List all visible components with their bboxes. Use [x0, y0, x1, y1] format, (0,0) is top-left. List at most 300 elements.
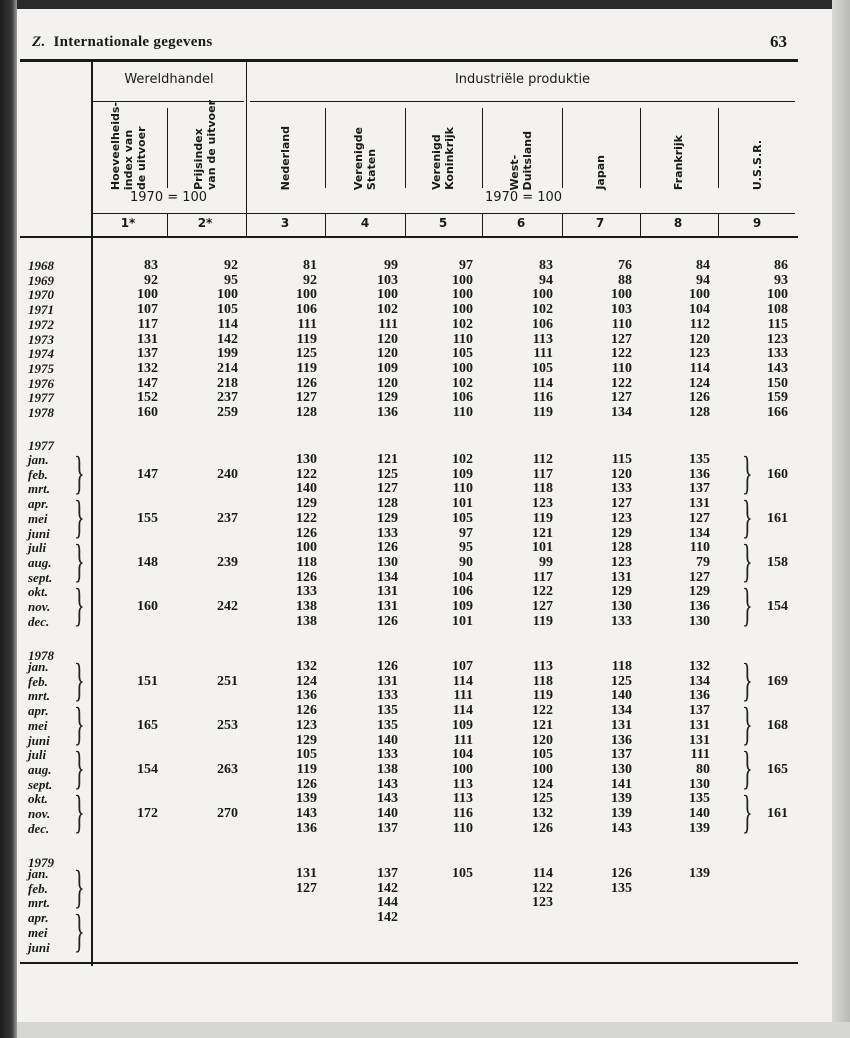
table-cell: 86 [774, 258, 788, 273]
row-label-year: 1973 [28, 331, 54, 347]
table-cell: 165 [767, 761, 788, 777]
table-cell: 143 [296, 806, 317, 821]
table-cell: 121 [377, 452, 398, 467]
row-label-year: 1972 [28, 316, 54, 332]
table-cell: 105 [296, 747, 317, 763]
table-cell: 137 [689, 481, 710, 497]
column-number: 1* [120, 216, 136, 230]
table-cell: 133 [296, 584, 317, 600]
table-cell: 111 [690, 747, 710, 763]
table-cell: 120 [532, 732, 553, 748]
table-cell: 122 [296, 466, 317, 482]
table-cell: 94 [696, 272, 710, 288]
table-cell: 137 [689, 703, 710, 719]
table-cell: 100 [767, 287, 788, 303]
table-cell: 143 [611, 820, 632, 836]
table-cell: 114 [532, 866, 553, 881]
table-cell: 166 [767, 405, 788, 420]
base-label-industry: 1970 = 100 [485, 190, 563, 205]
row-label-month: jan. [28, 452, 49, 467]
table-cell: 160 [767, 466, 788, 482]
block-year-label: 1978 [28, 648, 54, 663]
table-cell: 123 [689, 346, 710, 362]
row-label-month: juli [28, 747, 47, 763]
table-cell: 100 [452, 272, 473, 288]
table-cell: 131 [377, 673, 398, 689]
table-cell: 126 [296, 525, 317, 541]
column-header: Nederland [278, 125, 292, 190]
table-cell: 144 [377, 895, 398, 911]
scan-edge-left [0, 0, 17, 1038]
table-cell: 124 [689, 375, 710, 391]
column-header: Hoeveelheids- index van de uitvoer [108, 101, 148, 190]
page-number: 63 [770, 32, 787, 51]
table-cell: 102 [452, 452, 473, 467]
table-cell: 131 [689, 717, 710, 733]
table-cell: 135 [377, 703, 398, 719]
row-label-month: dec. [28, 820, 50, 836]
table-cell: 105 [532, 747, 553, 763]
table-cell: 119 [532, 510, 553, 526]
table-cell: 111 [533, 346, 553, 362]
table-cell: 135 [377, 717, 398, 733]
table-cell: 127 [611, 331, 632, 347]
table-cell: 168 [767, 717, 788, 733]
table-cell: 120 [611, 466, 632, 482]
table-cell: 155 [137, 510, 158, 526]
table-cell: 120 [377, 331, 398, 347]
row-label-month: feb. [28, 466, 48, 482]
table-cell: 160 [137, 599, 158, 614]
row-label-year: 1976 [28, 375, 54, 391]
quarter-brace-icon: } [742, 741, 753, 795]
table-cell: 100 [532, 761, 553, 777]
row-label-month: aug. [28, 761, 52, 777]
table-cell: 100 [611, 287, 632, 303]
table-cell: 126 [377, 613, 398, 629]
table-cell: 119 [296, 331, 317, 347]
row-label-month: apr. [28, 703, 49, 719]
table-cell: 120 [689, 331, 710, 347]
table-cell: 106 [296, 302, 317, 318]
table-cell: 131 [377, 584, 398, 600]
column-header: Japan [593, 155, 607, 190]
table-cell: 97 [459, 258, 473, 273]
table-cell: 139 [611, 806, 632, 821]
group-header-industry: Industriële produktie [454, 72, 591, 87]
row-label-month: mei [28, 924, 48, 940]
table-cell: 83 [144, 258, 158, 273]
quarter-brace-icon: } [74, 490, 85, 544]
row-label-month: sept. [28, 569, 53, 585]
table-cell: 127 [611, 496, 632, 512]
table-cell: 116 [532, 390, 553, 406]
quarter-brace-icon: } [74, 534, 85, 588]
quarter-brace-icon: } [74, 653, 85, 707]
table-cell: 251 [217, 673, 238, 689]
table-cell: 128 [689, 405, 710, 420]
table-cell: 263 [217, 761, 238, 777]
table-cell: 154 [767, 599, 788, 614]
table-cell: 110 [452, 331, 473, 347]
table-cell: 137 [377, 820, 398, 836]
column-divider [325, 108, 326, 188]
table-cell: 172 [137, 806, 158, 821]
table-cell: 80 [696, 761, 710, 777]
table-cell: 102 [452, 316, 473, 332]
table-cell: 143 [377, 776, 398, 792]
row-label-month: mei [28, 510, 48, 526]
row-label-month: feb. [28, 673, 48, 689]
table-cell: 169 [767, 673, 788, 689]
subheader-rule-industry [250, 101, 795, 102]
table-cell: 140 [377, 806, 398, 821]
table-cell: 134 [611, 405, 632, 420]
table-cell: 113 [452, 776, 473, 792]
table-cell: 81 [303, 258, 317, 273]
row-label-month: juni [28, 525, 50, 541]
table-cell: 130 [689, 776, 710, 792]
table-cell: 118 [296, 554, 317, 570]
column-header: Verenigde Staten [352, 126, 378, 190]
row-label-year: 1971 [28, 302, 54, 318]
table-cell: 118 [532, 673, 553, 689]
table-cell: 100 [296, 540, 317, 556]
table-cell: 116 [452, 806, 473, 821]
table-cell: 118 [611, 659, 632, 674]
row-label-month: feb. [28, 880, 48, 896]
table-cell: 106 [532, 316, 553, 332]
table-cell: 147 [137, 466, 158, 482]
table-cell: 104 [452, 569, 473, 585]
column-header: West- Duitsland [508, 130, 534, 190]
table-cell: 129 [296, 496, 317, 512]
table-cell: 128 [296, 405, 317, 420]
table-cell: 76 [618, 258, 632, 273]
table-cell: 139 [689, 820, 710, 836]
row-label-month: apr. [28, 496, 49, 512]
table-cell: 105 [452, 866, 473, 881]
table-cell: 119 [532, 613, 553, 629]
table-cell: 124 [532, 776, 553, 792]
quarter-brace-icon: } [742, 534, 753, 588]
header-bottom-rule [20, 236, 798, 238]
column-number: 5 [438, 216, 448, 230]
table-cell: 111 [453, 688, 473, 704]
column-number-divider [167, 214, 168, 236]
table-cell: 101 [532, 540, 553, 556]
column-number: 4 [360, 216, 370, 230]
table-cell: 114 [217, 316, 238, 332]
section-number: Z. [32, 34, 46, 50]
row-label-month: mrt. [28, 688, 51, 704]
table-cell: 110 [611, 316, 632, 332]
table-cell: 100 [217, 287, 238, 303]
table-cell: 133 [377, 747, 398, 763]
table-cell: 140 [611, 688, 632, 704]
table-cell: 119 [532, 405, 553, 420]
table-cell: 113 [532, 659, 553, 674]
scan-edge-bottom [17, 1022, 850, 1038]
table-cell: 119 [532, 688, 553, 704]
table-cell: 97 [459, 525, 473, 541]
table-cell: 138 [296, 599, 317, 614]
table-cell: 117 [137, 316, 158, 332]
table-cell: 237 [217, 390, 238, 406]
table-cell: 107 [452, 659, 473, 674]
table-cell: 128 [377, 496, 398, 512]
table-cell: 137 [377, 866, 398, 881]
column-divider [167, 108, 168, 188]
column-divider [718, 108, 719, 188]
scan-edge-right [832, 0, 850, 1038]
table-cell: 134 [689, 673, 710, 689]
table-cell: 123 [296, 717, 317, 733]
table-cell: 111 [453, 732, 473, 748]
table-cell: 129 [689, 584, 710, 600]
stub-divider [91, 62, 93, 966]
row-label-month: sept. [28, 776, 53, 792]
column-number: 3 [280, 216, 290, 230]
section-title: Internationale gegevens [53, 34, 213, 50]
table-cell: 123 [611, 510, 632, 526]
table-cell: 140 [296, 481, 317, 497]
table-cell: 118 [532, 481, 553, 497]
table-cell: 90 [459, 554, 473, 570]
table-cell: 125 [377, 466, 398, 482]
table-cell: 126 [296, 375, 317, 391]
table-cell: 133 [377, 688, 398, 704]
table-cell: 154 [137, 761, 158, 777]
quarter-brace-icon: } [74, 578, 85, 632]
group-divider [246, 62, 247, 237]
table-cell: 109 [452, 717, 473, 733]
table-cell: 127 [296, 390, 317, 406]
row-label-month: apr. [28, 910, 49, 926]
table-cell: 140 [689, 806, 710, 821]
table-cell: 133 [767, 346, 788, 362]
table-cell: 141 [611, 776, 632, 792]
quarter-brace-icon: } [74, 446, 85, 500]
table-cell: 129 [611, 525, 632, 541]
table-cell: 123 [767, 331, 788, 347]
quarter-brace-icon: } [742, 653, 753, 707]
table-cell: 133 [611, 613, 632, 629]
column-header: Frankrijk [671, 134, 685, 190]
column-number: 6 [516, 216, 526, 230]
table-cell: 107 [137, 302, 158, 318]
quarter-brace-icon: } [74, 785, 85, 839]
table-cell: 130 [377, 554, 398, 570]
table-cell: 122 [611, 375, 632, 391]
table-cell: 143 [767, 360, 788, 376]
table-cell: 100 [452, 761, 473, 777]
table-cell: 88 [618, 272, 632, 288]
table-cell: 126 [611, 866, 632, 881]
column-divider [482, 108, 483, 188]
table-cell: 132 [689, 659, 710, 674]
table-cell: 102 [377, 302, 398, 318]
table-cell: 92 [144, 272, 158, 288]
quarter-brace-icon: } [742, 697, 753, 751]
table-cell: 131 [296, 866, 317, 881]
table-cell: 128 [611, 540, 632, 556]
table-cell: 133 [611, 481, 632, 497]
table-cell: 136 [296, 820, 317, 836]
quarter-brace-icon: } [74, 860, 85, 914]
table-cell: 100 [452, 287, 473, 303]
table-cell: 140 [377, 732, 398, 748]
table-cell: 115 [767, 316, 788, 332]
quarter-brace-icon: } [742, 578, 753, 632]
column-number-divider [718, 214, 719, 236]
scan-edge-top [0, 0, 850, 9]
table-cell: 99 [384, 258, 398, 273]
table-cell: 253 [217, 717, 238, 733]
table-cell: 147 [137, 375, 158, 391]
table-cell: 129 [377, 390, 398, 406]
table-cell: 131 [137, 331, 158, 347]
table-cell: 126 [296, 569, 317, 585]
row-label-month: mrt. [28, 895, 51, 911]
table-cell: 112 [532, 452, 553, 467]
table-cell: 199 [217, 346, 238, 362]
table-cell: 135 [689, 452, 710, 467]
table-cell: 119 [296, 360, 317, 376]
table-cell: 130 [611, 599, 632, 614]
table-cell: 127 [296, 880, 317, 896]
table-cell: 122 [611, 346, 632, 362]
table-cell: 105 [217, 302, 238, 318]
table-cell: 130 [611, 761, 632, 777]
table-cell: 106 [452, 390, 473, 406]
page-title [32, 34, 212, 51]
quarter-brace-icon: } [74, 904, 85, 958]
table-cell: 142 [377, 880, 398, 896]
table-cell: 126 [532, 820, 553, 836]
table-cell: 142 [217, 331, 238, 347]
table-cell: 111 [297, 316, 317, 332]
row-label-year: 1970 [28, 287, 54, 303]
table-cell: 105 [452, 346, 473, 362]
table-cell: 122 [532, 880, 553, 896]
table-cell: 152 [137, 390, 158, 406]
table-cell: 122 [296, 510, 317, 526]
table-cell: 123 [532, 895, 553, 911]
table-cell: 95 [459, 540, 473, 556]
table-cell: 132 [137, 360, 158, 376]
table-cell: 134 [611, 703, 632, 719]
column-header: Verenigd Koninkrijk [430, 127, 456, 190]
row-label-year: 1969 [28, 272, 54, 288]
row-label-month: juni [28, 939, 50, 955]
table-cell: 114 [532, 375, 553, 391]
table-cell: 136 [689, 688, 710, 704]
table-cell: 84 [696, 258, 710, 273]
table-cell: 100 [452, 360, 473, 376]
table-cell: 126 [296, 703, 317, 719]
table-cell: 133 [377, 525, 398, 541]
table-cell: 142 [377, 910, 398, 926]
column-divider [562, 108, 563, 188]
table-cell: 99 [539, 554, 553, 570]
column-number: 7 [595, 216, 605, 230]
table-cell: 139 [611, 791, 632, 807]
column-number: 9 [752, 216, 762, 230]
table-cell: 100 [296, 287, 317, 303]
quarter-brace-icon: } [74, 697, 85, 751]
table-cell: 131 [689, 496, 710, 512]
quarter-brace-icon: } [742, 490, 753, 544]
table-cell: 136 [611, 732, 632, 748]
block-year-label: 1977 [28, 438, 54, 453]
row-label-year: 1978 [28, 405, 54, 420]
quarter-brace-icon: } [742, 446, 753, 500]
table-cell: 131 [377, 599, 398, 614]
table-cell: 101 [452, 496, 473, 512]
column-number-divider [325, 214, 326, 236]
table-cell: 129 [377, 510, 398, 526]
table-cell: 237 [217, 510, 238, 526]
table-cell: 121 [532, 717, 553, 733]
column-number: 8 [673, 216, 683, 230]
table-cell: 161 [767, 510, 788, 526]
table-cell: 136 [377, 405, 398, 420]
row-label-month: nov. [28, 806, 51, 821]
table-cell: 105 [532, 360, 553, 376]
table-cell: 131 [611, 717, 632, 733]
table-cell: 106 [452, 584, 473, 600]
table-cell: 214 [217, 360, 238, 376]
row-label-month: jan. [28, 659, 49, 674]
table-cell: 148 [137, 554, 158, 570]
table-cell: 103 [611, 302, 632, 318]
table-cell: 134 [689, 525, 710, 541]
table-cell: 114 [452, 673, 473, 689]
table-cell: 259 [217, 405, 238, 420]
row-label-month: nov. [28, 599, 51, 614]
row-label-month: jan. [28, 866, 49, 881]
table-cell: 125 [296, 346, 317, 362]
group-header-world: Wereldhandel [124, 72, 214, 87]
row-label-month: juni [28, 732, 50, 748]
table-cell: 102 [452, 375, 473, 391]
table-cell: 139 [689, 866, 710, 881]
table-cell: 136 [689, 466, 710, 482]
table-cell: 127 [611, 390, 632, 406]
table-cell: 101 [452, 613, 473, 629]
table-cell: 126 [689, 390, 710, 406]
column-number: 2* [197, 216, 213, 230]
table-cell: 111 [378, 316, 398, 332]
table-cell: 100 [689, 287, 710, 303]
table-cell: 114 [452, 703, 473, 719]
table-cell: 165 [137, 717, 158, 733]
table-cell: 103 [377, 272, 398, 288]
table-cell: 138 [377, 761, 398, 777]
table-cell: 137 [611, 747, 632, 763]
table-cell: 112 [689, 316, 710, 332]
table-cell: 109 [452, 599, 473, 614]
quarter-brace-icon: } [742, 785, 753, 839]
table-cell: 79 [696, 554, 710, 570]
table-cell: 122 [532, 703, 553, 719]
table-cell: 122 [532, 584, 553, 600]
table-cell: 100 [137, 287, 158, 303]
row-label-year: 1975 [28, 360, 54, 376]
table-cell: 100 [452, 302, 473, 318]
table-cell: 100 [377, 287, 398, 303]
